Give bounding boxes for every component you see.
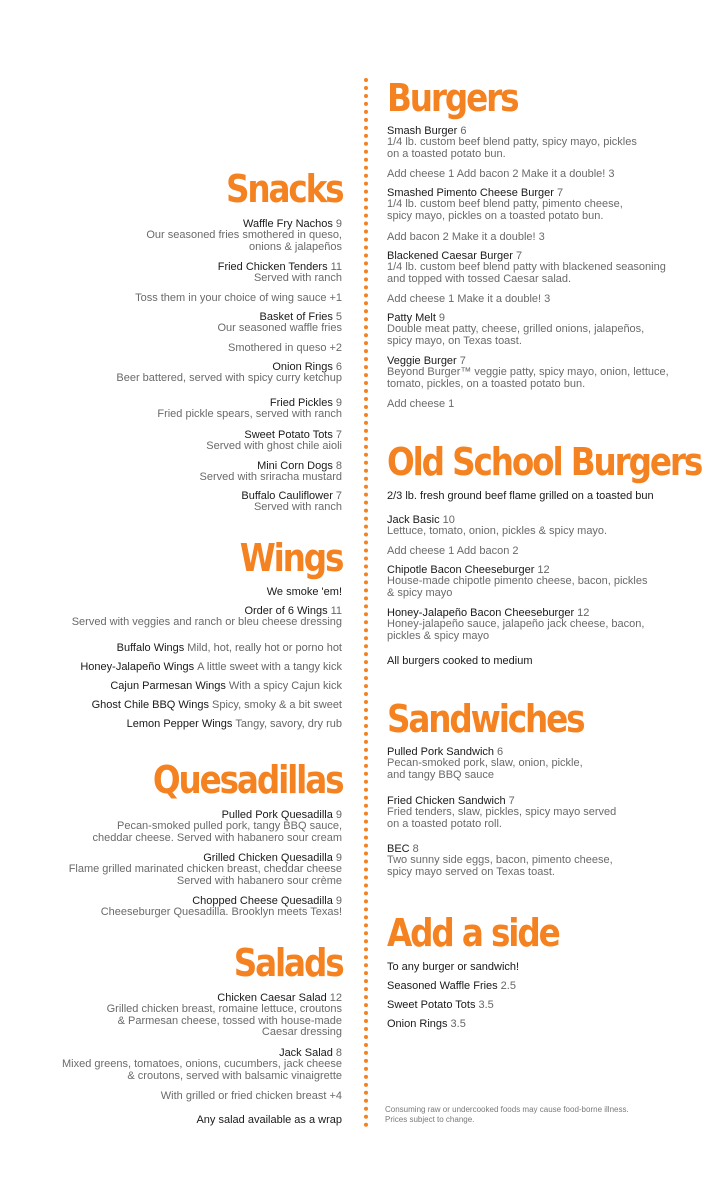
- item-price: 7: [335, 490, 342, 502]
- item-price: 9: [335, 852, 342, 864]
- item-price: 9: [438, 312, 446, 324]
- section-title-old-school-burgers: Old School Burgers: [387, 440, 702, 484]
- item-name: Cajun Parmesan Wings: [110, 680, 226, 692]
- item-description: onions & jalapeños: [249, 240, 342, 253]
- item-name: Order of 6 Wings: [244, 605, 328, 617]
- item-price: 9: [335, 895, 342, 907]
- add-on-line: [40, 342, 342, 354]
- item-name: Mini Corn Dogs: [257, 460, 333, 472]
- add-on-text: Toss them in your choice of wing sauce: [135, 292, 327, 304]
- menu-item: [387, 795, 687, 830]
- item-name-line: [40, 661, 342, 673]
- item-price: Spicy, smoky & a bit sweet: [211, 699, 342, 711]
- item-name-line: [40, 718, 342, 730]
- item-description: Grilled chicken breast, romaine lettuce, croutons: [106, 1003, 342, 1015]
- item-description: & spicy mayo: [387, 586, 453, 599]
- item-description: Mixed greens, tomatoes, onions, cucumbers, jack cheese: [61, 1058, 342, 1070]
- menu-item: [387, 1018, 687, 1030]
- item-description: spicy mayo served on Texas toast.: [387, 865, 555, 878]
- section-title-snacks: Snacks: [225, 167, 342, 211]
- item-name: Chicken Caesar Salad: [217, 992, 327, 1004]
- menu-item: [387, 250, 687, 285]
- section-note: All burgers cooked to medium: [387, 655, 533, 667]
- item-description: Double meat patty, cheese, grilled onions, jalapeños,: [387, 323, 645, 335]
- menu-item: [387, 564, 687, 599]
- item-name: Waffle Fry Nachos: [243, 218, 333, 230]
- item-name: Pulled Pork Sandwich: [387, 746, 495, 758]
- add-on-line: [40, 1090, 342, 1102]
- menu-item: [40, 261, 342, 285]
- add-on-price: +2: [329, 342, 342, 354]
- item-price: 8: [412, 843, 419, 855]
- item-name: Smash Burger: [387, 125, 458, 137]
- item-description: Served with sriracha mustard: [199, 471, 342, 483]
- item-name: Ghost Chile BBQ Wings: [91, 699, 209, 711]
- section-note: To any burger or sandwich!: [387, 961, 520, 973]
- add-on-line: [387, 293, 687, 305]
- item-description: spicy mayo, pickles on a toasted potato bun.: [387, 209, 604, 222]
- menu-item: [40, 661, 342, 673]
- item-price: 6: [335, 361, 342, 373]
- menu-item: [387, 514, 687, 538]
- item-description: Pecan-smoked pork, slaw, onion, pickle,: [387, 757, 583, 769]
- item-name: Patty Melt: [387, 312, 436, 324]
- item-description: Flame grilled marinated chicken breast, cheddar cheese: [68, 863, 342, 875]
- item-name: Onion Rings: [272, 361, 333, 373]
- item-name: Buffalo Cauliflower: [241, 490, 333, 502]
- item-description: Two sunny side eggs, bacon, pimento cheese,: [387, 854, 613, 866]
- section-title-wings: Wings: [239, 536, 342, 580]
- item-description: Beer battered, served with spicy curry ketchup: [116, 372, 342, 384]
- item-price: 12: [577, 607, 590, 619]
- add-on-text: With grilled or fried chicken breast: [160, 1090, 327, 1102]
- item-name-line: [40, 699, 342, 711]
- item-description: Our seasoned fries smothered in queso,: [146, 229, 342, 241]
- add-on-text: Add cheese 1: [387, 398, 455, 410]
- item-name: Smashed Pimento Cheese Burger: [387, 187, 554, 199]
- item-price: 6: [460, 125, 467, 137]
- item-name: Buffalo Wings: [116, 642, 185, 654]
- menu-item: [387, 843, 687, 878]
- item-description: 1/4 lb. custom beef blend patty with blackened seasoning: [387, 261, 666, 273]
- item-price: 7: [459, 355, 466, 367]
- dotted-divider: [364, 78, 368, 1128]
- add-on-text: Add bacon 2 Make it a double! 3: [387, 231, 545, 243]
- menu-item: [387, 125, 687, 160]
- item-description: Served with ranch: [253, 501, 342, 513]
- add-on-line: [387, 168, 687, 180]
- item-name: BEC: [387, 843, 410, 855]
- item-description: 1/4 lb. custom beef blend patty, pimento cheese,: [387, 198, 623, 210]
- menu-item: [40, 605, 342, 629]
- item-description: Honey-jalapeño sauce, jalapeño jack cheese, bacon,: [387, 618, 645, 630]
- item-name: Fried Chicken Tenders: [217, 261, 328, 273]
- item-description: Fried pickle spears, served with ranch: [157, 408, 342, 420]
- menu-item: [40, 992, 342, 1039]
- menu-item: [40, 809, 342, 844]
- menu-item: [40, 852, 342, 887]
- item-name: Jack Basic: [387, 514, 440, 526]
- item-name: Honey-Jalapeño Bacon Cheeseburger: [387, 607, 575, 619]
- menu-item: [40, 1047, 342, 1082]
- menu-item: [40, 460, 342, 484]
- item-description: and topped with tossed Caesar salad.: [387, 272, 572, 285]
- item-price: 7: [335, 429, 342, 441]
- item-price: 5: [335, 311, 342, 323]
- section-title-quesadillas: Quesadillas: [152, 758, 342, 802]
- item-name-line: [387, 1018, 687, 1030]
- item-description: pickles & spicy mayo: [387, 629, 490, 642]
- menu-item: [40, 680, 342, 692]
- footer-disclaimer: [385, 1105, 645, 1125]
- item-price: 9: [335, 397, 342, 409]
- disclaimer-line: Prices subject to change.: [385, 1115, 475, 1124]
- menu-item: [387, 980, 687, 992]
- section-title-add-a-side: Add a side: [387, 911, 559, 955]
- item-name: Veggie Burger: [387, 355, 457, 367]
- section-note: We smoke 'em!: [266, 586, 342, 598]
- menu-item: [387, 999, 687, 1011]
- item-description: Fried tenders, slaw, pickles, spicy mayo served: [387, 806, 617, 818]
- item-name: Chopped Cheese Quesadilla: [192, 895, 333, 907]
- menu-item: [40, 699, 342, 711]
- add-on-line: [387, 545, 687, 557]
- item-name: Blackened Caesar Burger: [387, 250, 513, 262]
- item-name: Onion Rings: [387, 1018, 448, 1030]
- section-title-sandwiches: Sandwiches: [387, 697, 584, 741]
- menu-item: [387, 746, 687, 781]
- item-description: tomato, pickles, on a toasted potato bun.: [387, 377, 586, 390]
- menu-item: [387, 187, 687, 222]
- item-description: cheddar cheese. Served with habanero sour cream: [92, 831, 342, 844]
- menu-item: [40, 642, 342, 654]
- section-title-salads: Salads: [233, 941, 342, 985]
- item-price: 12: [329, 992, 342, 1004]
- item-name: Honey-Jalapeño Wings: [80, 661, 195, 673]
- item-description: Beyond Burger™ veggie patty, spicy mayo, onion, lettuce,: [387, 366, 669, 378]
- item-description: and tangy BBQ sauce: [387, 768, 495, 781]
- item-name-line: [387, 999, 687, 1011]
- add-on-line: [40, 292, 342, 304]
- item-description: on a toasted potato roll.: [387, 817, 502, 830]
- item-name: Fried Chicken Sandwich: [387, 795, 506, 807]
- item-name: Sweet Potato Tots: [387, 999, 476, 1011]
- add-on-line: [387, 231, 687, 243]
- item-name: Fried Pickles: [269, 397, 333, 409]
- item-name: Jack Salad: [279, 1047, 333, 1059]
- item-description: & croutons, served with balsamic vinaigrette: [127, 1069, 342, 1082]
- menu-item: [40, 397, 342, 421]
- item-description: spicy mayo, on Texas toast.: [387, 334, 522, 347]
- menu-item: [387, 355, 687, 390]
- menu-item: [40, 429, 342, 453]
- item-name: Sweet Potato Tots: [244, 429, 333, 441]
- item-price: 8: [335, 1047, 342, 1059]
- item-price: 2.5: [500, 980, 516, 992]
- item-price: 9: [335, 218, 342, 230]
- item-name: Lemon Pepper Wings: [126, 718, 233, 730]
- item-price: 3.5: [450, 1018, 466, 1030]
- item-description: & Parmesan cheese, tossed with house-made: [117, 1014, 342, 1027]
- item-price: 6: [497, 746, 504, 758]
- add-on-price: +4: [329, 1090, 342, 1102]
- menu-item: [40, 490, 342, 514]
- item-price: 7: [556, 187, 564, 199]
- add-on-text: Add cheese 1 Add bacon 2 Make it a double! 3: [387, 168, 615, 180]
- item-name-line: [40, 642, 342, 654]
- item-price: 10: [442, 514, 455, 526]
- menu-item: [40, 895, 342, 919]
- item-price: Tangy, savory, dry rub: [235, 718, 342, 730]
- item-description: Served with ghost chile aioli: [206, 440, 342, 452]
- item-name: Basket of Fries: [259, 311, 333, 323]
- menu-item: [40, 218, 342, 253]
- item-description: Lettuce, tomato, onion, pickles & spicy mayo.: [387, 525, 608, 537]
- add-on-text: Smothered in queso: [228, 342, 327, 354]
- add-on-price: +1: [329, 292, 342, 304]
- item-description: House-made chipotle pimento cheese, bacon, pickles: [387, 575, 648, 587]
- menu-item: [40, 718, 342, 730]
- menu-item: [387, 312, 687, 347]
- item-price: 12: [537, 564, 550, 576]
- item-description: Served with habanero sour crème: [176, 874, 342, 887]
- item-price: Mild, hot, really hot or porno hot: [187, 642, 342, 654]
- item-description: on a toasted potato bun.: [387, 147, 506, 160]
- item-description: Served with veggies and ranch or bleu cheese dressing: [71, 616, 342, 628]
- item-description: Cheeseburger Quesadilla. Brooklyn meets Texas!: [100, 906, 342, 918]
- item-description: Served with ranch: [253, 272, 342, 284]
- item-name: Grilled Chicken Quesadilla: [203, 852, 333, 864]
- item-price: 7: [508, 795, 515, 807]
- item-price: 3.5: [478, 999, 494, 1011]
- item-price: 11: [330, 261, 342, 273]
- add-on-text: Add cheese 1 Make it a double! 3: [387, 293, 551, 305]
- section-note: 2/3 lb. fresh ground beef flame grilled on a toasted bun: [387, 490, 654, 502]
- item-price: 8: [335, 460, 342, 472]
- menu-item: [40, 311, 342, 335]
- add-on-text: Add cheese 1 Add bacon 2: [387, 545, 519, 557]
- disclaimer-line: Consuming raw or undercooked foods may cause food-borne illness.: [385, 1105, 629, 1114]
- section-title-burgers: Burgers: [387, 76, 518, 120]
- menu-item: [387, 607, 687, 642]
- item-price: A little sweet with a tangy kick: [197, 661, 342, 673]
- item-price: 9: [335, 809, 342, 821]
- section-note: Any salad available as a wrap: [196, 1114, 342, 1126]
- item-name: Seasoned Waffle Fries: [387, 980, 498, 992]
- item-description: Our seasoned waffle fries: [217, 322, 342, 334]
- item-price: 11: [330, 605, 342, 617]
- item-name: Chipotle Bacon Cheeseburger: [387, 564, 535, 576]
- item-name-line: [387, 980, 687, 992]
- menu-item: [40, 361, 342, 385]
- item-description: Pecan-smoked pulled pork, tangy BBQ sauce,: [116, 820, 342, 832]
- item-name: Pulled Pork Quesadilla: [221, 809, 333, 821]
- item-price: With a spicy Cajun kick: [228, 680, 342, 692]
- add-on-line: [387, 398, 687, 410]
- item-description: Caesar dressing: [261, 1026, 342, 1038]
- item-price: 7: [515, 250, 523, 262]
- item-name-line: [40, 680, 342, 692]
- item-description: 1/4 lb. custom beef blend patty, spicy mayo, pickles: [387, 136, 637, 148]
